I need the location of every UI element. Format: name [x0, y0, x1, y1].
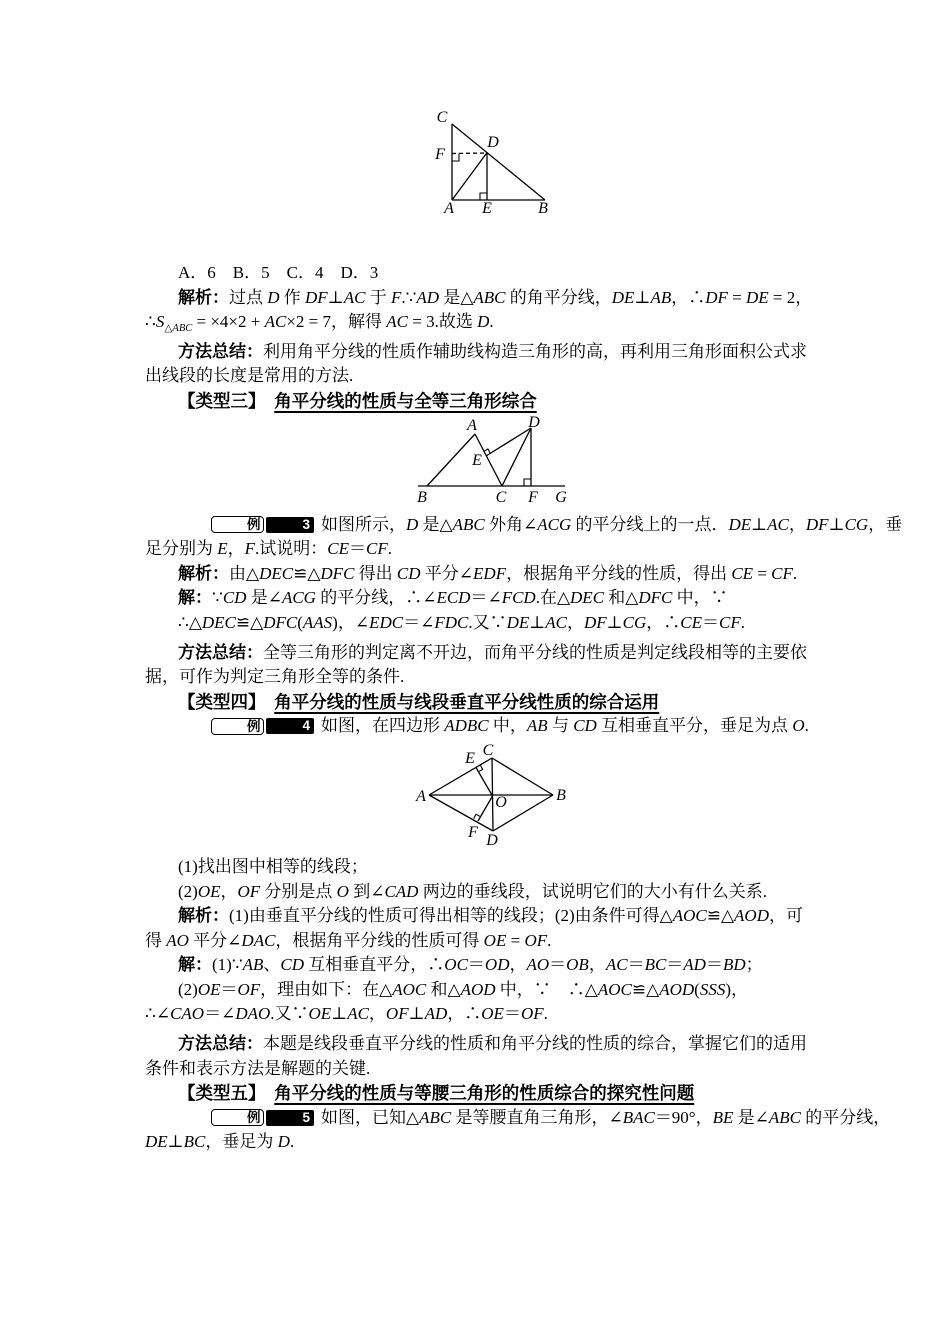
text-segment: 利用角平分线的性质作辅助线构造三角形的高，再利用三角形面积公式求 — [263, 341, 807, 361]
text-segment: (1)由垂直平分线的性质可得出相等的线段；(2)由条件可得△AOC≌△AOD，可 — [229, 906, 803, 926]
example-4-badge — [178, 713, 314, 738]
solution-label: 解： — [178, 955, 212, 975]
point-label-c: C — [482, 741, 494, 759]
example-5-line-2: DE⊥BC，垂足为 D. — [145, 1132, 295, 1152]
example-label: 例 — [211, 1109, 264, 1126]
question-2: (2)OE，OF 分别是点 O 到∠CAD 两边的垂线段，试说明它们的大小有什么关系. — [178, 881, 767, 901]
text-segment: (1)∵AB、CD 互相垂直平分，∴OC＝OD，AO＝OB，AC＝BC＝AD＝BD； — [212, 955, 763, 975]
point-label-d: D — [528, 413, 540, 431]
point-label-b: B — [538, 200, 548, 217]
type-5-heading — [145, 1081, 815, 1106]
method-summary-label: 方法总结： — [178, 642, 263, 662]
method-summary-label: 方法总结： — [178, 1034, 263, 1054]
text-segment: = ×4×2 + AC×2 = 7，解得 AC = 3.故选 D. — [192, 312, 494, 332]
point-label-e: E — [465, 749, 475, 767]
type-3-title: 角平分线的性质与全等三角形综合 — [274, 390, 537, 411]
analysis-1-line-1 — [145, 286, 815, 311]
analysis-label: 解析： — [178, 563, 229, 583]
analysis-1-line-2 — [145, 310, 815, 335]
example-number: 3 — [266, 517, 315, 533]
point-label-e: E — [472, 451, 482, 469]
point-label-b: B — [556, 786, 566, 804]
point-label-c: C — [436, 109, 448, 126]
geometry-figure-3 — [416, 741, 567, 849]
type-3-bracket: 【类型三】 — [178, 390, 257, 411]
solution-4-line-2: (2)OE＝OF，理由如下：在△AOC 和△AOD 中，∵ ∴△AOC≌△AOD(SSS)， — [178, 979, 748, 999]
type-4-title: 角平分线的性质与线段垂直平分线性质的综合运用 — [274, 691, 660, 712]
example-5-badge — [178, 1105, 314, 1130]
right-angle-mark-f — [452, 154, 459, 162]
point-label-e: E — [482, 200, 492, 217]
question-1: (1)找出图中相等的线段； — [178, 856, 368, 876]
point-label-o: O — [495, 793, 507, 811]
text-segment: 由△DEC≌△DFC 得出 CD 平分∠EDF，根据角平分线的性质，得出 CE = CF. — [229, 563, 798, 583]
text-segment: 如图，已知△ABC 是等腰直角三角形，∠BAC＝90°，BE 是∠ABC 的平分线， — [321, 1107, 891, 1127]
right-angle-mark-f — [524, 479, 531, 486]
example-4-line — [145, 714, 815, 739]
type-5-title: 角平分线的性质与等腰三角形的性质综合的探究性问题 — [274, 1083, 695, 1104]
type-4-heading — [145, 690, 815, 715]
point-label-f: F — [435, 146, 445, 163]
solution-4-line-3: ∴∠CAO＝∠DAO.又∵OE⊥AC，OF⊥AD，∴OE＝OF. — [145, 1004, 548, 1024]
text-segment: 全等三角形的判定离不开边，而角平分线的性质是判定线段相等的主要依 — [263, 642, 807, 662]
solution-4-line-1 — [145, 953, 815, 978]
figure-triangle-abc-with-bisector — [430, 107, 815, 215]
analysis-label: 解析： — [178, 287, 229, 307]
geometry-figure-1 — [430, 107, 555, 215]
method-summary-1-line-2: 出线段的长度是常用的方法. — [145, 366, 354, 386]
point-label-f: F — [468, 823, 478, 841]
type-3-heading — [145, 389, 815, 414]
solution-label: 解： — [178, 588, 212, 608]
example-3-line-2: 足分别为 E，F.试说明：CE＝CF. — [145, 539, 392, 559]
figure-kite-adbc — [416, 741, 815, 849]
subscript-triangle-abc: △ABC — [164, 323, 193, 335]
method-summary-3-line-2: 条件和表示方法是解题的关键. — [145, 1058, 371, 1078]
answer-options: A．6 B．5 C．4 D．3 — [178, 263, 379, 282]
text-segment: 如图所示，D 是△ABC 外角∠ACG 的平分线上的一点．DE⊥AC，DF⊥CG，垂 — [321, 514, 903, 534]
analysis-3-line — [145, 562, 815, 587]
right-angle-mark-e — [480, 193, 487, 200]
method-summary-label: 方法总结： — [178, 341, 263, 361]
method-summary-2-line-1 — [145, 641, 815, 666]
type-4-bracket: 【类型四】 — [178, 691, 257, 712]
type-5-bracket: 【类型五】 — [178, 1083, 257, 1104]
example-3-badge — [178, 512, 314, 537]
example-number: 4 — [266, 718, 315, 734]
method-summary-3-line-1 — [145, 1032, 815, 1057]
analysis-4-line-1 — [145, 904, 815, 929]
example-3-line-1 — [145, 513, 903, 538]
document-page — [145, 0, 903, 1155]
text-segment: ∴S — [145, 312, 165, 332]
solution-3-line-1 — [145, 586, 815, 611]
text-segment: 过点 D 作 DF⊥AC 于 F.∵AD 是△ABC 的角平分线，DE⊥AB，∴DF = DE = 2， — [229, 287, 813, 307]
point-label-d: D — [486, 831, 498, 849]
analysis-label: 解析： — [178, 906, 229, 926]
point-label-a: A — [416, 787, 426, 805]
solution-3-line-2: ∴△DEC≌△DFC(AAS)，∠EDC＝∠FDC.又∵DE⊥AC，DF⊥CG，∴CE＝CF. — [178, 612, 745, 632]
point-label-d: D — [487, 134, 499, 151]
example-number: 5 — [266, 1110, 315, 1126]
point-label-g: G — [555, 488, 567, 506]
point-label-a: A — [444, 200, 454, 217]
example-5-line-1 — [145, 1106, 891, 1131]
example-label: 例 — [211, 516, 264, 533]
example-label: 例 — [211, 718, 264, 735]
figure-exterior-angle-bisector — [413, 413, 815, 506]
geometry-figure-2 — [413, 413, 573, 506]
point-label-f: F — [528, 488, 538, 506]
point-label-a: A — [467, 416, 477, 434]
text-segment: 本题是线段垂直平分线的性质和角平分线的性质的综合，掌握它们的适用 — [263, 1034, 807, 1054]
text-segment: ∵CD 是∠ACG 的平分线，∴∠ECD＝∠FCD.在△DEC 和△DFC 中，∵ — [212, 588, 728, 608]
method-summary-1-line-1 — [145, 340, 815, 365]
point-label-b: B — [417, 488, 427, 506]
point-label-c: C — [495, 488, 507, 506]
method-summary-2-line-2: 据，可作为判定三角形全等的条件. — [145, 667, 405, 687]
text-segment: 如图，在四边形 ADBC 中，AB 与 CD 互相垂直平分，垂足为点 O. — [321, 716, 809, 736]
analysis-4-line-2: 得 AO 平分∠DAC，根据角平分线的性质可得 OE = OF. — [145, 930, 552, 950]
